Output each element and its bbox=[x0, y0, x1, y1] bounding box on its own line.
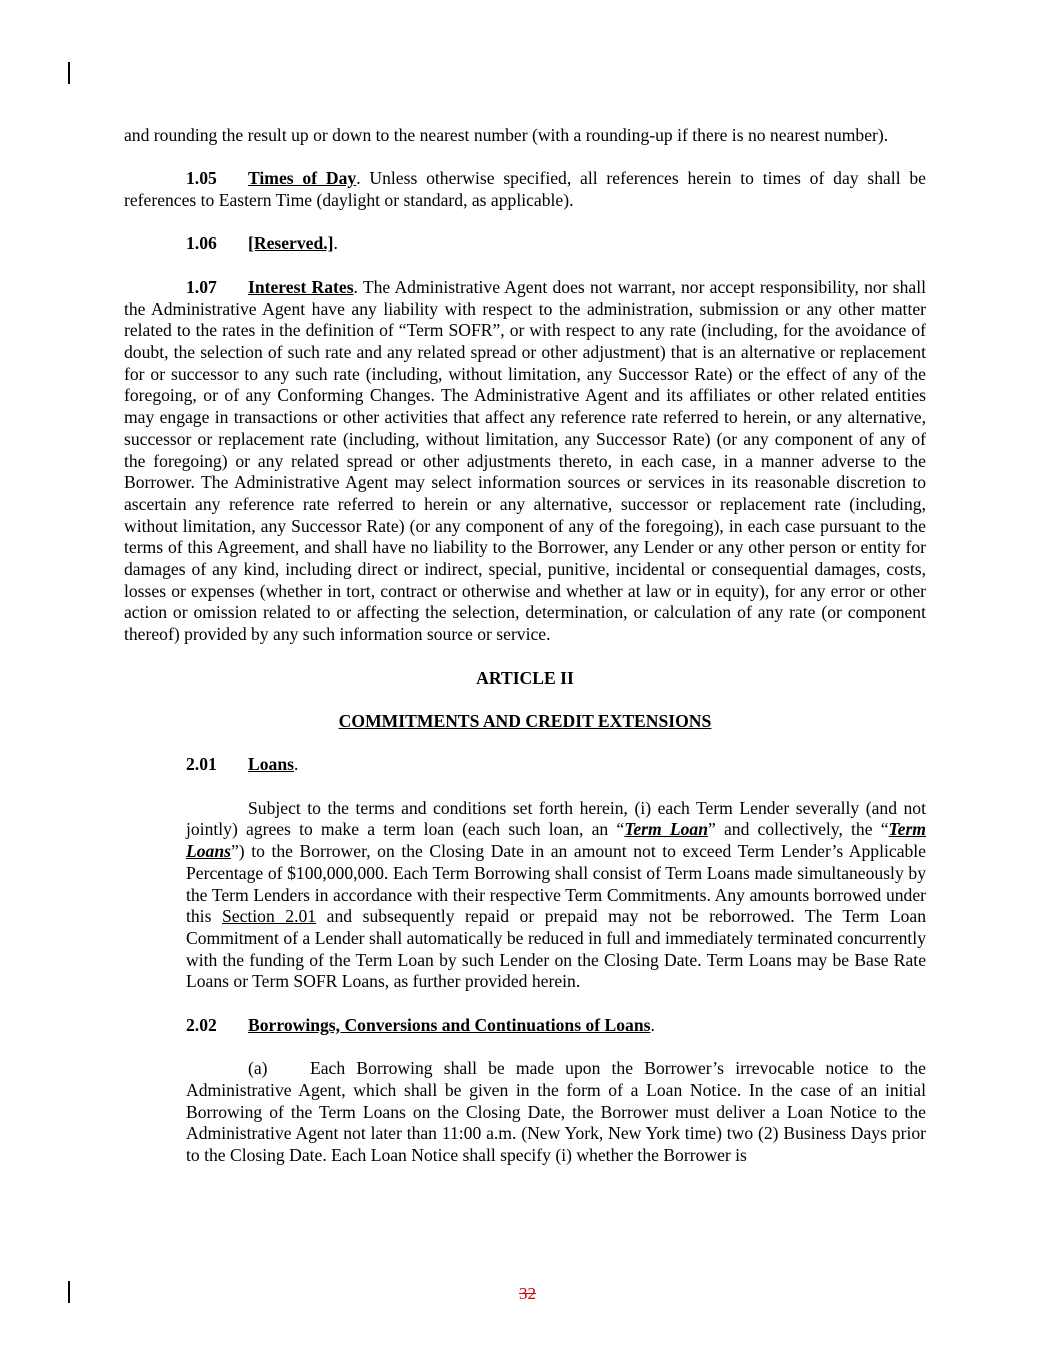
article-title-text: COMMITMENTS AND CREDIT EXTENSIONS bbox=[338, 710, 712, 731]
section-number: 1.06 bbox=[186, 233, 217, 254]
section-reference: Section 2.01 bbox=[221, 906, 317, 927]
section-title: Borrowings, Conversions and Continuations of Loans bbox=[248, 1014, 651, 1035]
section-text: . bbox=[293, 754, 299, 775]
section-2-01 bbox=[124, 754, 926, 776]
para-text: and subsequently repaid or prepaid may not be reborrowed. The Term Loan Commitment of a Lender shall automatically be reduced in full and immediately terminated concurrently with the funding of the Term Loan by such Lender on the Closing Date. Term Loans may be Base Rate Loans or Term SOFR Loans, as further provided herein. bbox=[186, 906, 926, 992]
section-title: Loans bbox=[248, 754, 294, 775]
intro-paragraph: and rounding the result up or down to the nearest number (with a rounding-up if there is no nearest number). bbox=[124, 125, 889, 145]
page-number: 32 bbox=[519, 1284, 536, 1303]
section-text: . bbox=[650, 1014, 655, 1035]
section-text: . bbox=[333, 233, 338, 254]
change-bar-top bbox=[68, 62, 70, 84]
section-title: Interest Rates bbox=[248, 276, 354, 297]
section-1-07 bbox=[124, 277, 926, 646]
article-number: ARTICLE II bbox=[476, 667, 574, 688]
section-number: 1.07 bbox=[186, 276, 217, 297]
section-1-05 bbox=[124, 168, 926, 211]
section-1-06 bbox=[124, 233, 926, 255]
section-title: Times of Day bbox=[248, 168, 357, 189]
defined-term-term-loans: Term Loans bbox=[186, 819, 926, 862]
clause-text: Each Borrowing shall be made upon the Borrower’s irrevocable notice to the Administrative Agent, which shall be given in the form of a Loan Notice. In the case of an initial Borrowing of the Term Loans on the Closing Date, the Borrower must deliver a Loan Notice to the Administrative Agent not later than 11:00 a.m. (New York, New York time) two (2) Business Days prior to the Closing Date. Each Loan Notice shall specify (i) whether the Borrower is bbox=[186, 1058, 926, 1165]
para-text: Subject to the terms and conditions set forth herein, (i) each Term Lender severally (and not jointly) agrees to make a term loan (each such loan, an “ bbox=[186, 797, 926, 840]
para-text: ” and collectively, the “ bbox=[707, 819, 889, 840]
section-title: [Reserved.] bbox=[248, 233, 334, 254]
document-page bbox=[124, 125, 926, 1167]
section-number: 1.05 bbox=[186, 168, 217, 189]
section-2-02-a bbox=[186, 1058, 926, 1167]
section-number: 2.02 bbox=[186, 1014, 217, 1035]
clause-label: (a) bbox=[248, 1058, 268, 1079]
defined-term-term-loan: Term Loan bbox=[624, 819, 708, 840]
section-text: . The Administrative Agent does not warrant, nor accept responsibility, nor shall the Administrative Agent have any liability with respect to the administration, submission or any other matter related to the rates in the definition of “Term SOFR”, or with respect to any rate (including, for the avoidance of doubt, the selection of such rate and any related spread or other adjustment) that is an alternative or replacement for or successor to any such rate (including, without limitation, any Successor Rate) or the effect of any of the foregoing, or of any Conforming Changes. The Administrative Agent and its affiliates or other related entities may engage in transactions or other activities that affect any reference rate referred to herein, or any alternative, successor or replacement rate (including, without limitation, any Successor Rate) (or any component of any of the foregoing) or any related spread or other adjustments thereto, in each case, in a manner adverse to the Borrower. The Administrative Agent may select information sources or services in its reasonable discretion to ascertain any reference rate referred to herein or any alternative, successor or replacement rate (including, without limitation, any Successor Rate) (or any component of any of the foregoing), in each case pursuant to the terms of this Agreement, and shall have no liability to the Borrower, any Lender or any other person or entity for damages of any kind, including direct or indirect, special, punitive, incidental or consequential damages, costs, losses or expenses (whether in tort, contract or otherwise and whether at law or in equity), for any error or other action or omission related to or affecting the selection, determination, or calculation of any rate (or component thereof) provided by any such information source or service. bbox=[124, 276, 926, 645]
section-text: . Unless otherwise specified, all references herein to times of day shall be references to Eastern Time (daylight or standard, as applicable). bbox=[124, 168, 926, 211]
para-text: ”) to the Borrower, on the Closing Date in an amount not to exceed Term Lender’s Applicable Percentage of $100,000,000. Each Term Borrowing shall consist of Term Loans made simultaneously by the Term Lenders in accordance with their respective Term Commitments. Any amounts borrowed under this bbox=[186, 841, 926, 927]
section-number: 2.01 bbox=[186, 754, 217, 775]
article-title bbox=[124, 711, 926, 733]
section-2-01-paragraph bbox=[186, 798, 926, 993]
section-2-02 bbox=[124, 1015, 926, 1037]
